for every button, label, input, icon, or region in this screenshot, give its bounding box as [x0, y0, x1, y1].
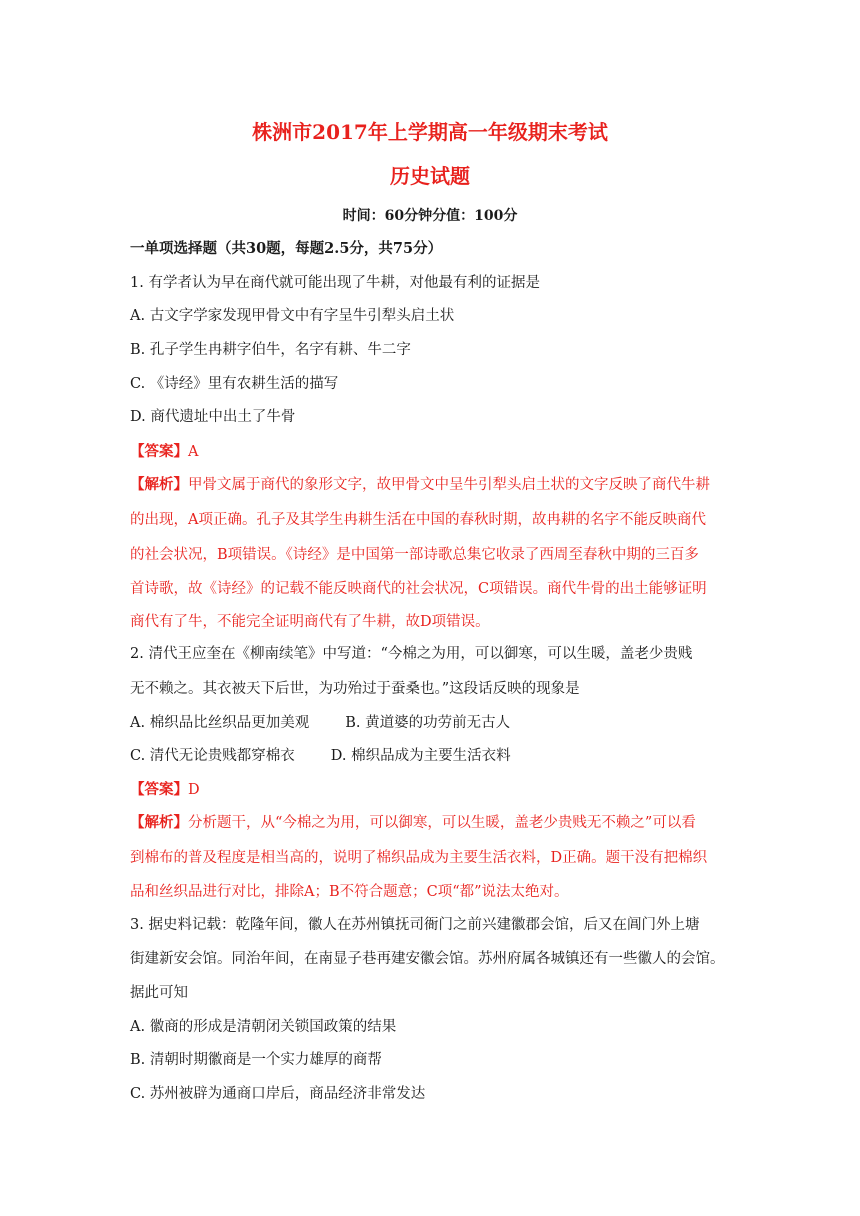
question-1-option-b: B. 孔子学生冉耕字伯牛，名字有耕、牛二字: [130, 342, 411, 358]
question-3-stem: 街建新安会馆。同治年间，在南显子巷再建安徽会馆。苏州府属各城镇还有一些徽人的会馆。: [130, 951, 725, 967]
question-2-stem: 2. 清代王应奎在《柳南续笔》中写道：“今棉之为用，可以御寒，可以生暖，盖老少贵贱: [130, 646, 693, 662]
question-2-stem: 无不赖之。其衣被天下后世，为功殆过于蚕桑也。”这段话反映的现象是: [130, 681, 580, 697]
answer-value: D: [188, 782, 200, 798]
question-2-options-row: [130, 744, 740, 765]
question-3-option-c: C. 苏州被辟为通商口岸后，商品经济非常发达: [130, 1086, 426, 1102]
question-1-option-c: C. 《诗经》里有农耕生活的描写: [130, 376, 339, 392]
question-2-option-b: B. 黄道婆的功劳前无古人: [345, 715, 511, 731]
question-3-option-a: A. 徽商的形成是清朝闭关锁国政策的结果: [130, 1019, 397, 1035]
question-1-option-a: A. 古文字学家发现甲骨文中有字呈牛引犁头启土状: [130, 308, 455, 324]
question-1-analysis-line: 的出现，A项正确。孔子及其学生冉耕生活在中国的春秋时期，故冉耕的名字不能反映商代: [130, 512, 706, 528]
question-2-option-d: D. 棉织品成为主要生活衣料: [330, 748, 511, 764]
question-2-option-c: C. 清代无论贵贱都穿棉衣: [130, 748, 295, 764]
analysis-text: 分析题干，从“今棉之为用，可以御寒，可以生暖，盖老少贵贱无不赖之”可以看: [188, 815, 696, 831]
question-1-analysis-line: 首诗歌，故《诗经》的记载不能反映商代的社会状况，C项错误。商代牛骨的出土能够证明: [130, 581, 707, 597]
question-1-stem: 1. 有学者认为早在商代就可能出现了牛耕，对他最有利的证据是: [130, 275, 540, 291]
answer-label: 【答案】: [130, 443, 188, 460]
question-1-analysis-line: 商代有了牛，不能完全证明商代有了牛耕，故D项错误。: [130, 614, 490, 630]
question-1-analysis-line: 的社会状况，B项错误。《诗经》是中国第一部诗歌总集它收录了西周至春秋中期的三百多: [130, 547, 699, 563]
analysis-label: 【解析】: [130, 476, 188, 493]
exam-info: 时间：60分钟分值：100分: [342, 208, 518, 224]
answer-label: 【答案】: [130, 781, 188, 798]
question-3-stem: 据此可知: [130, 985, 188, 1001]
analysis-text: 甲骨文属于商代的象形文字，故甲骨文中呈牛引犁头启土状的文字反映了商代牛耕: [188, 477, 710, 493]
answer-value: A: [188, 444, 199, 460]
section-heading: 一单项选择题（共30题，每题2.5分，共75分）: [130, 240, 443, 257]
question-3-stem: 3. 据史料记载：乾隆年间，徽人在苏州镇抚司衙门之前兴建徽郡会馆，后又在阊门外上塘: [130, 917, 700, 933]
question-3-option-b: B. 清朝时期徽商是一个实力雄厚的商帮: [130, 1052, 382, 1068]
exam-title: 株洲市2017年上学期高一年级期末考试: [252, 120, 608, 144]
question-2-answer: [130, 778, 740, 799]
question-2-options-row: [130, 711, 740, 732]
analysis-label: 【解析】: [130, 814, 188, 831]
subject-title: 历史试题: [390, 164, 470, 188]
question-1-answer: [130, 440, 740, 461]
question-1-option-d: D. 商代遗址中出土了牛骨: [130, 409, 296, 425]
question-2-analysis-line: 品和丝织品进行对比，排除A；B不符合题意；C项“都”说法太绝对。: [130, 884, 569, 900]
question-2-option-a: A. 棉织品比丝织品更加美观: [130, 715, 310, 731]
question-1-analysis-line: [130, 473, 740, 494]
question-2-analysis-line: [130, 811, 740, 832]
question-2-analysis-line: 到棉布的普及程度是相当高的，说明了棉织品成为主要生活衣料，D正确。题干没有把棉织: [130, 850, 708, 866]
